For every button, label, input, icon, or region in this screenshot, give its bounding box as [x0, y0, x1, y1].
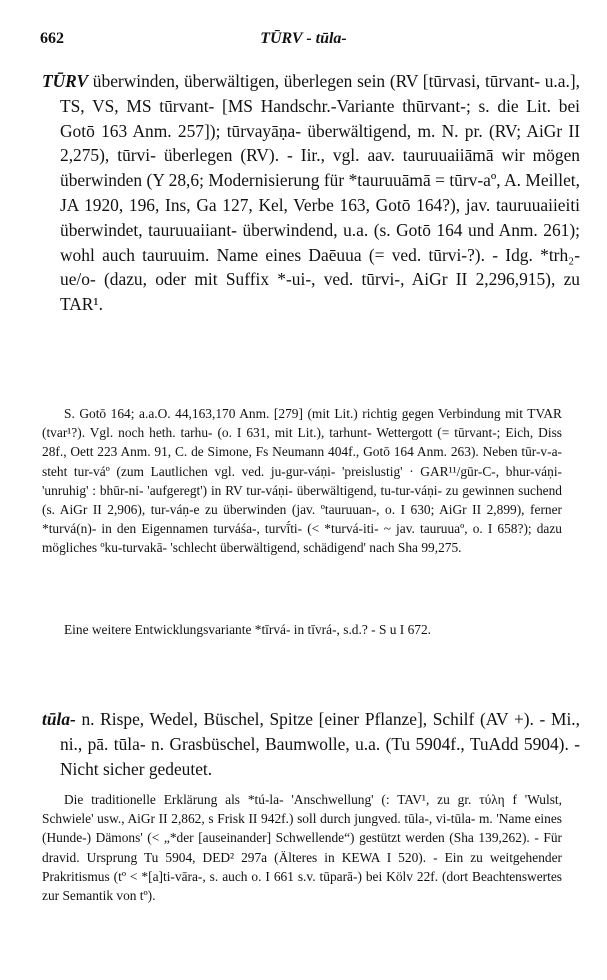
note-turv-2: [42, 620, 562, 639]
note-tula-text: Die traditionelle Erklärung als *tú-la- 'Anschwellung' (: TAV¹, zu gr. τύλη f 'Wulst, Schwiele' usw., AiGr II 2,862, s Frisk II 942f.) soll durch jungved. tūla-, vi-tūla- m. 'Name eines (Hunde-) Dämons' (< „*der [auseinander] Schwellende“) gestützt werden (Sha 139,262). - Für dravid. Ursprung Tu 5904, DED² 297a (Älteres in KEWA I 520). - Ein zu weitgehender Prakritismus (tº < *[a]ti-vāra-, s. auch o. I 661 s.v. tūparā-) bei Kölv 22f. (dort Beachtenswertes zur Semantik von tº).: [42, 792, 562, 904]
page-number: 662: [40, 30, 64, 47]
entry-turv-body: überwinden, überwältigen, überlegen sein (RV [tūrvasi, tūrvant- u.a.], TS, VS, MS tūrvant- [MS Handschr.-Variante thūrvant-; s. die Lit. bei Gotō 163 Anm. 257]); tūrvayāṇa- überwältigend, m. N. pr. (RV; AiGr II 2,275), tūrvi- überlegen (RV). - Iir., vgl. aav. tauruuaiiāmā wir mögen überwinden (Y 28,6; Modernisierung für *tauruuāmā = tūrv-aº, A. Meillet, JA 1920, 196, Ins, Ga 127, Kel, Verbe 163, Gotō 164?), jav. tauruuaiieiti überwindet, tauruuaiiant- überwindend, u.a. (s. Gotō 164 und Anm. 261); wohl auch tauruuim. Name eines Daēuua (= ved. tūrvi-?). - Idg. *trh₂-ue/o- (dazu, oder mit Suffix *-ui-, ved. tūrvi-, AiGr II 2,296,915), zu TAR¹.: [60, 71, 580, 315]
note-turv-1-text: S. Gotō 164; a.a.O. 44,163,170 Anm. [279] (mit Lit.) richtig gegen Verbindung mit TVAR (tvar¹?). Vgl. noch heth. tarhu- (o. I 631, mit Lit.), tarhunt- Wettergott (= tūrvant-; Eich, Diss 28f., Oett 223 Anm. 91, C. de Simone, Fs Neumann 404f., Gotō 164 Anm. 263). Neben tūr-v-a- steht tur-váº (zum Lautlichen vgl. ved. ju-gur-váṇi- 'preislustig' · GAR¹¹/gūr-C-, bhur-váṇi- 'unruhig' : bhūr-ni- 'aufgeregt') in RV tur-váṇi- überwältigend, tu-tur-váṇi- zu gewinnen suchend (s. AiGr II 2,906), tur-váṇ-e zu überwinden (jav. ºtauruuan-, o. I 630; AiGr II 2,899), ferner *turvá(n)- in den Eigennamen turváśa-, turvī́ti- (< *turvá-iti- ~ jav. tauruuaº, o. I 658?); dazu mögliches ºku-turvakā- 'schlecht überwältigend, schädigend' nach Sha 99,275.: [42, 406, 562, 556]
headword-tula: tūla-: [42, 709, 76, 729]
note-turv-1: [42, 404, 562, 558]
entry-tula: [42, 707, 580, 781]
note-tula: [42, 790, 562, 905]
running-title: TŪRV - tūla-: [260, 30, 347, 47]
entry-tula-body: n. Rispe, Wedel, Büschel, Spitze [einer Pflanze], Schilf (AV +). - Mi., ni., pā. tūla- n. Grasbüschel, Baumwolle, u.a. (Tu 5904f., TuAdd 5904). - Nicht sicher gedeutet.: [60, 709, 580, 779]
entry-turv: [42, 69, 580, 317]
note-turv-2-text: Eine weitere Entwicklungsvariante *tīrvá- in tīvrá-, s.d.? - S u I 672.: [64, 622, 432, 637]
page-header: [40, 30, 567, 52]
headword-turv: TŪRV: [42, 71, 89, 91]
